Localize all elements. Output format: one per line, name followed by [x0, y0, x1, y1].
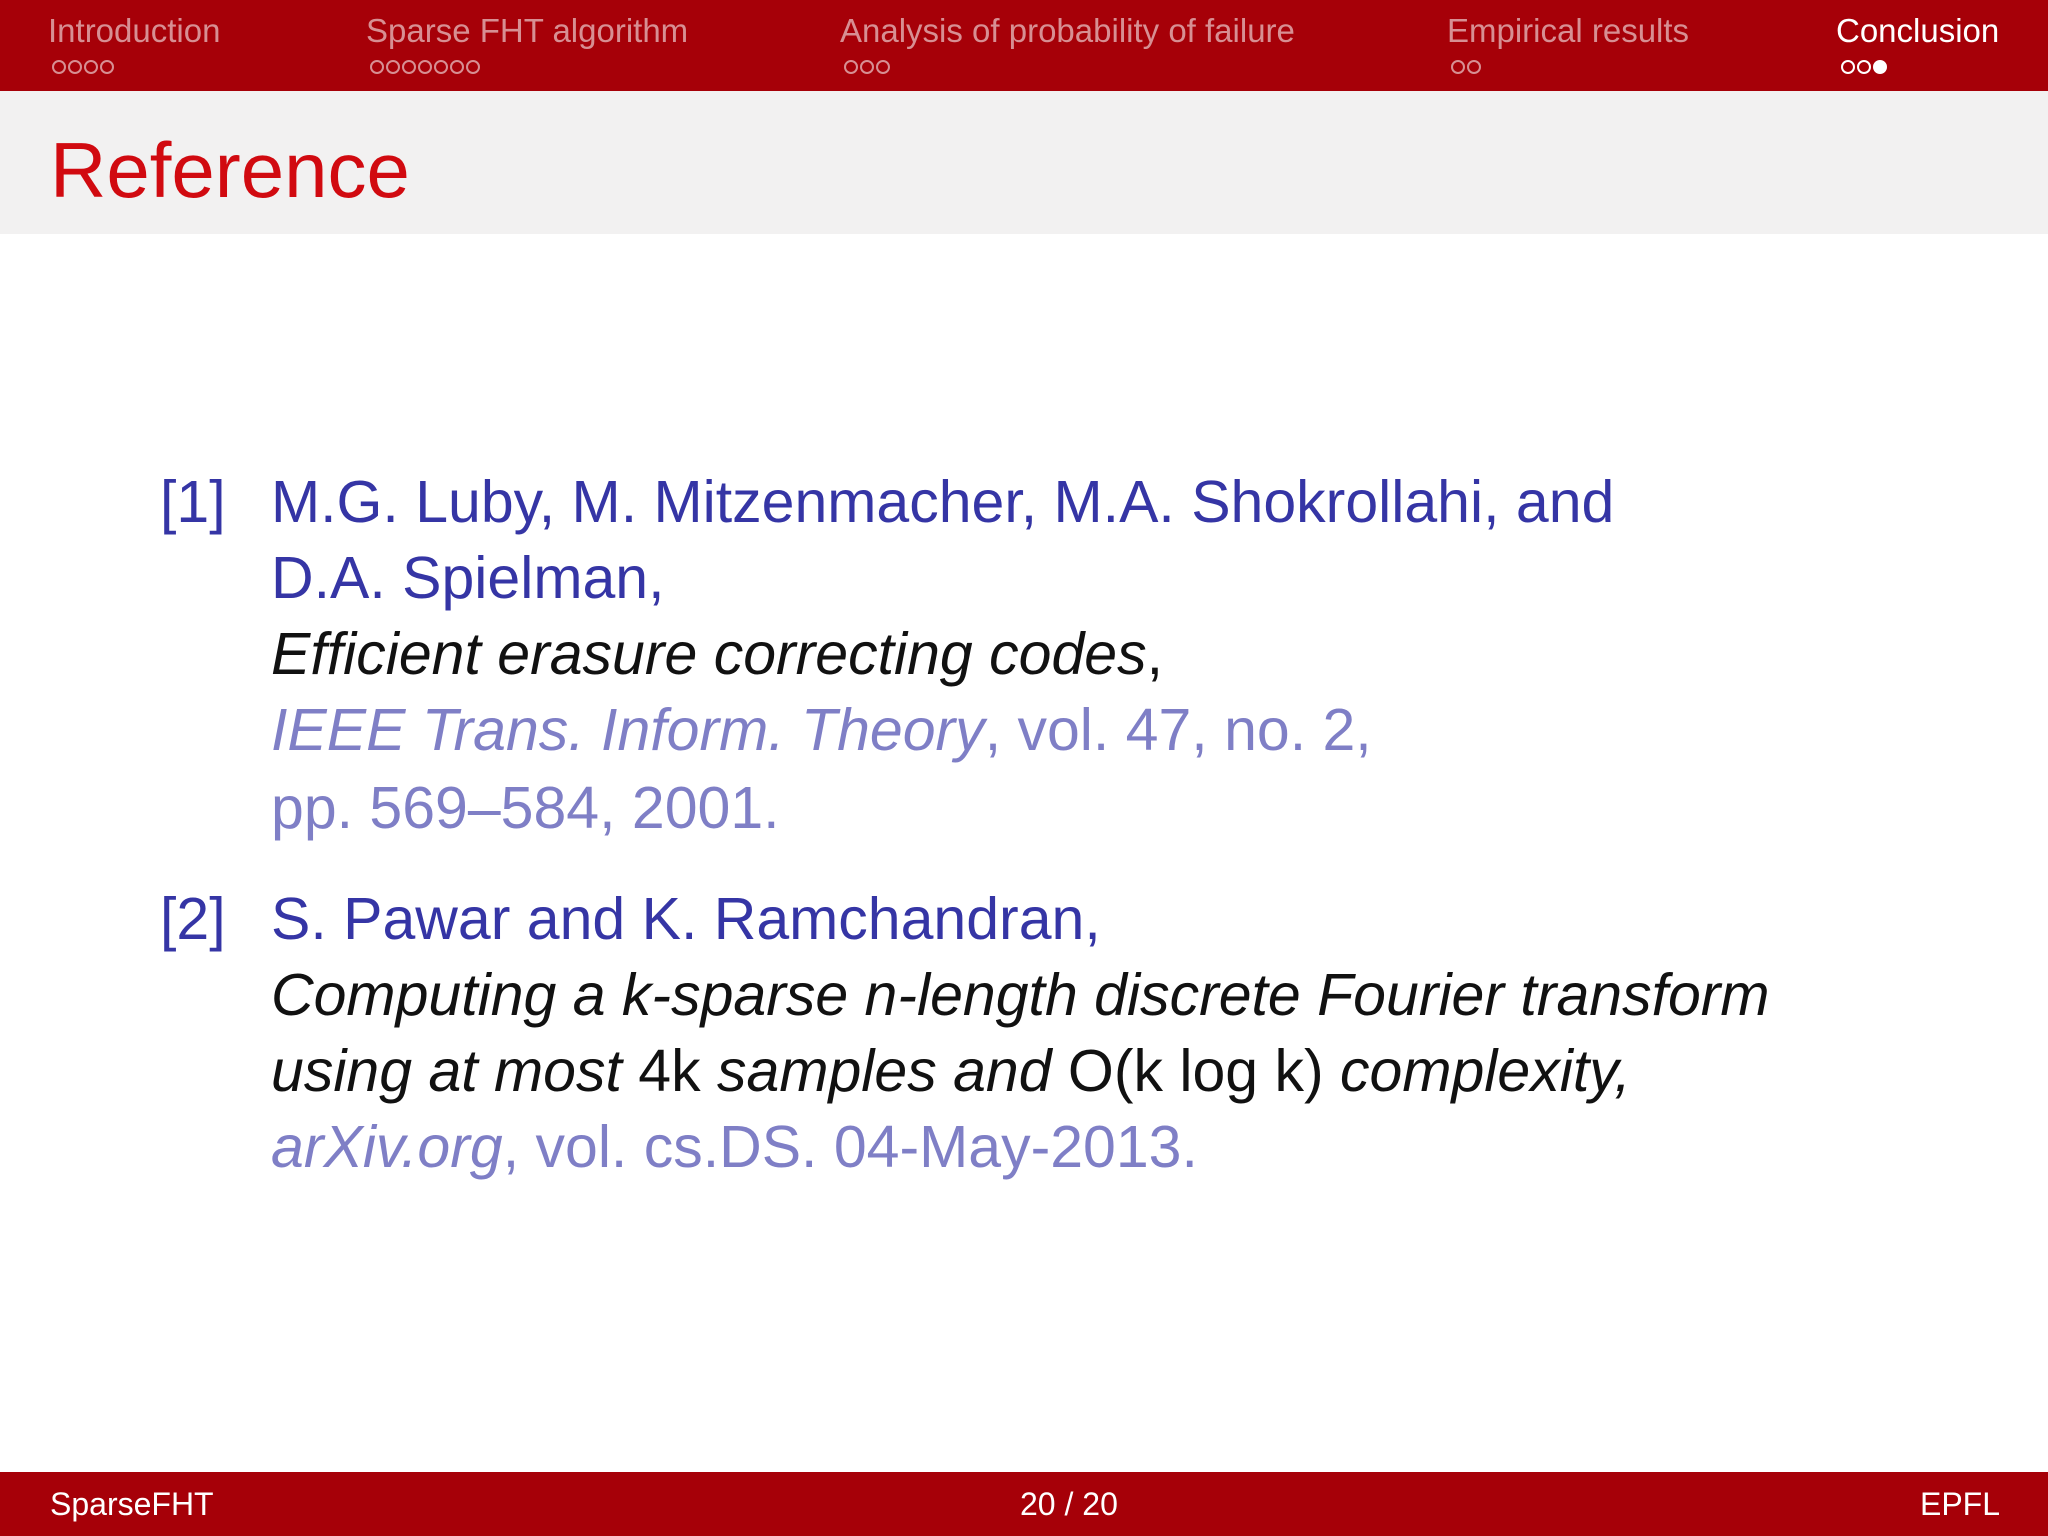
- reference-2-journal-line: [271, 1109, 1198, 1185]
- reference-2-title-post: complexity,: [1323, 1038, 1631, 1104]
- reference-1-title-line: [271, 616, 1163, 692]
- nav-section-sparse-fht-algorithm[interactable]: Sparse FHT algorithm: [366, 12, 689, 49]
- reference-2-title-pre: using at most: [271, 1038, 639, 1104]
- nav-section-introduction[interactable]: Introduction: [48, 12, 221, 49]
- reference-1-authors-line-2: D.A. Spielman,: [271, 545, 665, 611]
- reference-2-volume: , vol. cs.DS. 04-May-2013.: [502, 1114, 1198, 1180]
- nav-section-conclusion[interactable]: Conclusion: [1836, 12, 2000, 49]
- nav-section-empirical-results[interactable]: Empirical results: [1447, 12, 1690, 49]
- reference-1-journal: IEEE Trans. Inform. Theory: [271, 697, 985, 763]
- reference-1-volume: , vol. 47, no. 2,: [984, 697, 1372, 763]
- slide-title: Reference: [50, 126, 410, 214]
- footer-title: SparseFHT: [50, 1486, 214, 1522]
- footer-institution: EPFL: [1919, 1486, 2000, 1522]
- reference-2-math-4k: 4k: [638, 1038, 701, 1104]
- reference-label-1: [1]: [160, 469, 226, 535]
- reference-1-pages: pp. 569–584, 2001.: [271, 775, 780, 841]
- reference-2-title-line-1: Computing a k-sparse n-length discrete Fourier transform: [271, 962, 1770, 1028]
- reference-1-authors-line-1: M.G. Luby, M. Mitzenmacher, M.A. Shokrollahi, and: [271, 469, 1615, 535]
- slide-footer: [0, 1472, 2048, 1536]
- nav-section-analysis-of-probability-of-failure[interactable]: Analysis of probability of failure: [840, 12, 1295, 49]
- footer-page-number: 20 / 20: [1020, 1486, 1118, 1522]
- reference-1-title: Efficient erasure correcting codes: [271, 621, 1147, 687]
- reference-2-math-complexity: O(k log k): [1067, 1038, 1324, 1104]
- reference-2-title-mid: samples and: [700, 1038, 1068, 1104]
- reference-2-authors: S. Pawar and K. Ramchandran,: [271, 886, 1101, 952]
- reference-1-title-suffix: ,: [1146, 621, 1163, 687]
- reference-2-title-line-2: [271, 1033, 1631, 1109]
- reference-label-2: [2]: [160, 886, 226, 952]
- reference-2-journal: arXiv.org: [271, 1114, 503, 1180]
- reference-1-journal-line: [271, 692, 1372, 768]
